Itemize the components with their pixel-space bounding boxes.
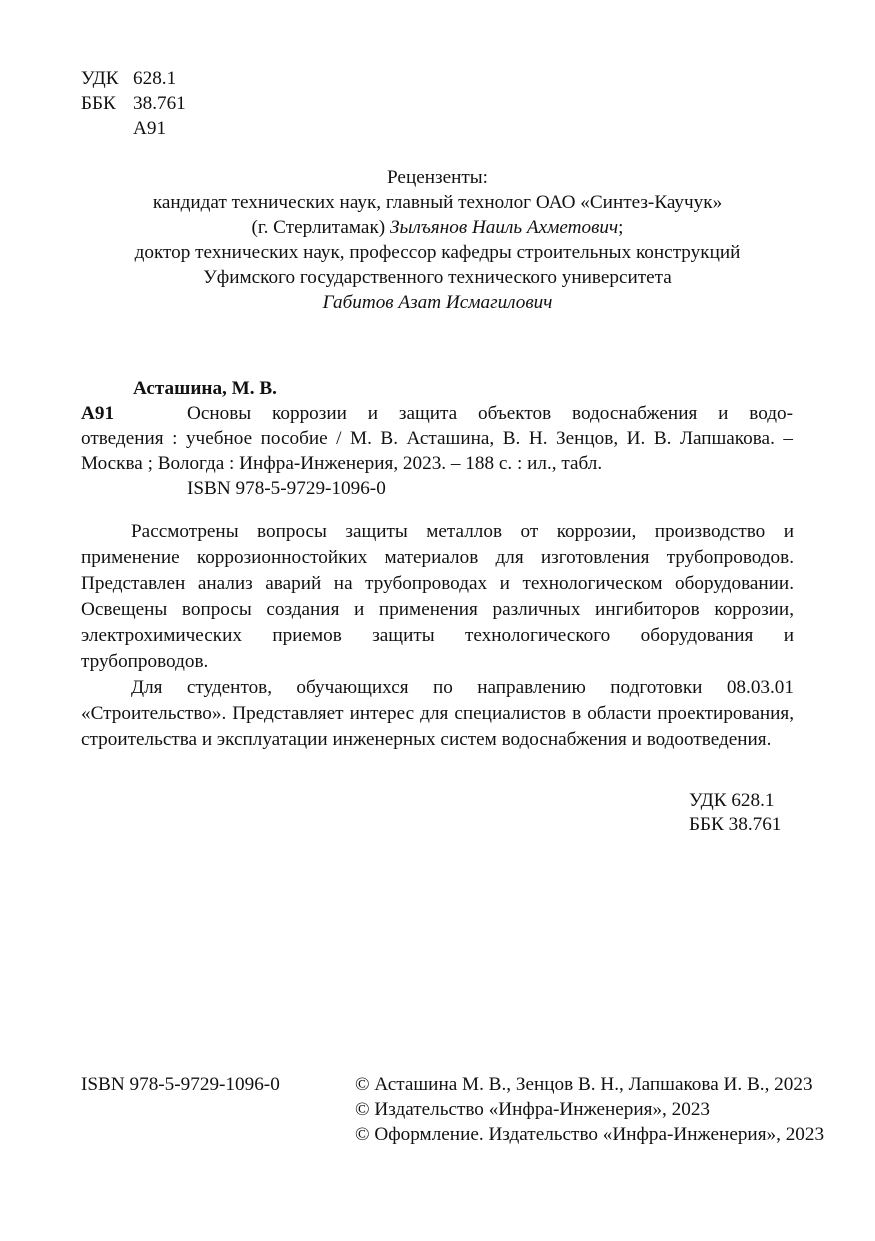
record-description-first-line: Основы коррозии и защита объектов водоснабжения и водо-	[187, 403, 793, 424]
reviewer-line-3: доктор технических наук, профессор кафедры строительных конструкций	[134, 242, 741, 263]
udk-right: УДК 628.1	[689, 790, 775, 811]
copyright-publisher: © Издательство «Инфра-Инженерия», 2023	[355, 1099, 711, 1120]
reviewer-name-1: Зылъянов Наиль Ахметович	[389, 217, 619, 238]
udk-label: УДК	[81, 68, 119, 89]
copyright-block	[355, 1072, 824, 1147]
author-mark: А91	[133, 118, 167, 139]
record-isbn: ISBN 978-5-9729-1096-0	[187, 478, 386, 499]
record-description-rest: отведения : учебное пособие / М. В. Асташина, В. Н. Зенцов, И. В. Лапшакова. – Москва ; Вологда : Инфра-Инженерия, 2023. – 188 с. : ил., табл.	[81, 428, 793, 474]
reviewers-block	[0, 165, 875, 315]
annotation	[81, 519, 794, 753]
bbk-value: 38.761	[133, 93, 186, 114]
copyright-design: © Оформление. Издательство «Инфра-Инженерия», 2023	[355, 1124, 825, 1145]
udk-value: 628.1	[133, 68, 177, 89]
reviewer-line-2	[0, 215, 875, 240]
annotation-paragraph-1: Рассмотрены вопросы защиты металлов от коррозии, производство и применение коррозионностойких материалов для изготовления трубопроводов. Представлен анализ аварий на трубопроводах и технологическом оборудовании. Освещены вопросы создания и применения различных ингибиторов коррозии, электрохимических приемов защиты технологического оборудования и трубопроводов.	[81, 521, 794, 672]
annotation-paragraph-2: Для студентов, обучающихся по направлению подготовки 08.03.01 «Строительство». Представляет интерес для специалистов в области проектирования, строительства и эксплуатации инженерных систем водоснабжения и водоотведения.	[81, 677, 794, 750]
reviewer-line-4: Уфимского государственного технического университета	[203, 267, 672, 288]
reviewer-name-2: Габитов Азат Исмагилович	[322, 292, 553, 313]
footer-isbn: ISBN 978-5-9729-1096-0	[81, 1074, 280, 1095]
reviewer-city: (г. Стерлитамак)	[251, 217, 390, 238]
reviewers-heading: Рецензенты:	[387, 167, 488, 188]
record-author: Асташина, М. В.	[133, 378, 277, 399]
bbk-right: ББК 38.761	[689, 814, 782, 835]
reviewer-line-1: кандидат технических наук, главный технолог ОАО «Синтез-Каучук»	[152, 192, 723, 213]
reviewer-separator: ;	[618, 217, 624, 238]
record-mark: А91	[81, 403, 115, 424]
copyright-authors: © Асташина М. В., Зенцов В. Н., Лапшакова И. В., 2023	[355, 1074, 813, 1095]
bbk-label: ББК	[81, 93, 116, 114]
